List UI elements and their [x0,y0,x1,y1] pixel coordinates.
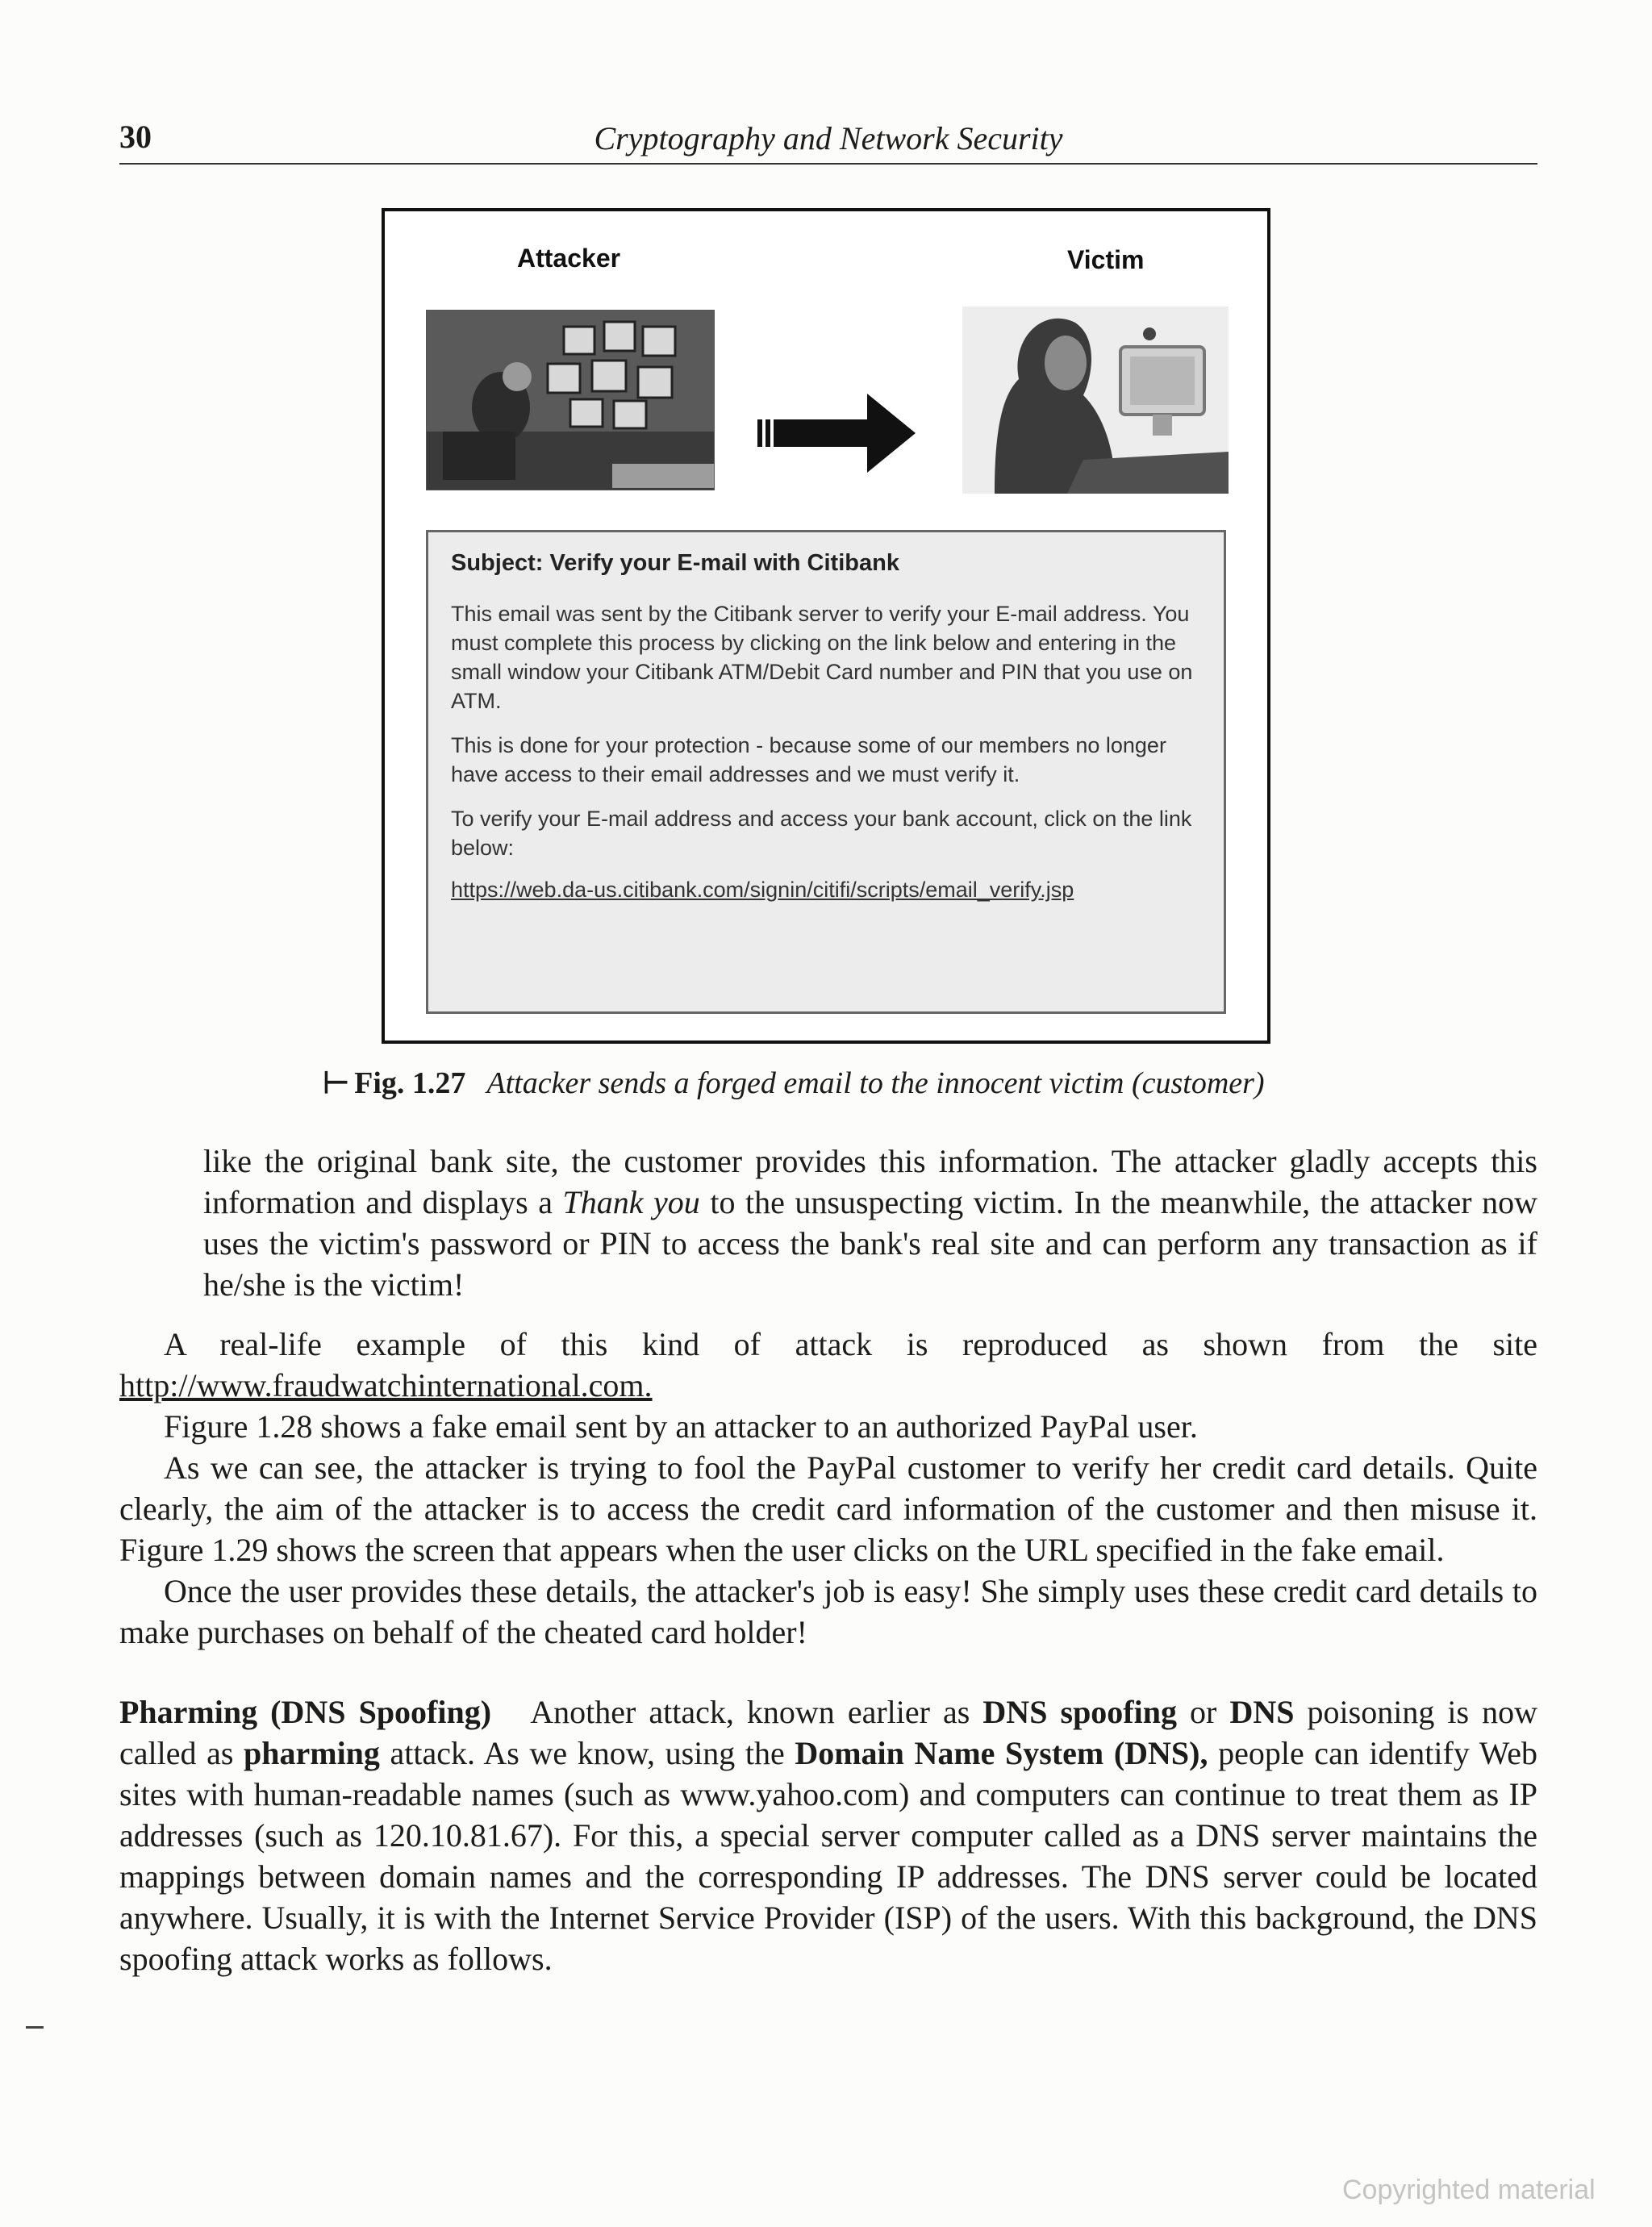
section-heading-pharming: Pharming (DNS Spoofing) [119,1694,492,1730]
fraudwatch-link[interactable]: http://www.fraudwatchinternational.com. [119,1367,653,1403]
body-paragraph-5: Once the user provides these details, the attacker's job is easy! She simply uses these credit card details to make purchases on behalf of the cheated card holder! [119,1573,1537,1650]
copyright-watermark: Copyrighted material [1342,2175,1596,2205]
victim-label: Victim [1067,245,1145,274]
forged-email [426,530,1226,1014]
caption-marker-icon: ⊢ [323,1066,350,1100]
victim-illustration [962,307,1229,494]
term-dns-spoofing: DNS spoofing [982,1694,1177,1730]
body-paragraph-1 [203,1141,1537,1305]
term-pharming: pharming [244,1735,380,1771]
term-domain-name-system: Domain Name System (DNS), [795,1735,1208,1771]
text-run: attack. As we know, using the [379,1735,795,1771]
margin-mark [26,2026,44,2029]
text-run: to the unsuspecting victim. In the meanwhile, the attacker now uses the victim's password or PIN to access the bank's real site and can perform any transaction as if he/she is the victim! [203,1184,1538,1303]
term-dns: DNS [1229,1694,1295,1730]
page-number: 30 [119,119,152,155]
victim-photo [962,307,1229,494]
text-run: A real-life example of this kind of attack is reproduced as shown from the site [164,1326,1537,1362]
caption-number: Fig. 1.27 [354,1066,466,1100]
page-header [119,113,1537,165]
attacker-photo [426,310,715,490]
text-run: Another attack, known earlier as [530,1694,983,1730]
figure-caption [323,1065,1265,1101]
email-paragraph-2: This is done for your protection - because some of our members no longer have access to their email addresses and we must verify it. [451,733,1166,786]
text-run: poisoning is now called as [119,1694,1537,1771]
text-run: or [1177,1694,1230,1730]
emphasis-thank-you: Thank you [562,1184,700,1220]
email-subject: Subject: Verify your E-mail with Citibank [451,550,899,576]
text-run: people can identify Web sites with human-readable names (such as www.yahoo.com) and computers can continue to treat them as IP addresses (such as 120.10.81.67). For this, a special server computer called as a DNS server maintains the mappings between domain names and the corresponding IP addresses. The DNS server could be located anywhere. Usually, it is with the Internet Service Provider (ISP) of the users. With this background, the DNS spoofing attack works as follows. [119,1735,1537,1977]
body-paragraph-3: Figure 1.28 shows a fake email sent by an attacker to an authorized PayPal user. [164,1408,1198,1445]
email-paragraph-1: This email was sent by the Citibank server to verify your E-mail address. You must complete this process by clicking on the link below and entering in the small window your Citibank ATM/Debit Card number and PIN that you use on ATM. [451,602,1193,713]
body-paragraph-4: As we can see, the attacker is trying to fool the PayPal customer to verify her credit card details. Quite clearly, the aim of the attacker is to access the credit card information of the customer and then misuse it. Figure 1.29 shows the screen that appears when the user clicks on the URL specified in the fake email. [119,1449,1537,1568]
running-head: Cryptography and Network Security [594,120,1063,156]
text-run: like the original bank site, the customer provides this information. The attacker gladly accepts this information and displays a [203,1143,1537,1220]
pharming-section [119,1691,1537,1979]
body-paragraph-2 [119,1324,1537,1406]
caption-text: Attacker sends a forged email to the innocent victim (customer) [486,1066,1265,1100]
email-phishing-link[interactable]: https://web.da-us.citibank.com/signin/citifi/scripts/email_verify.jsp [451,878,1074,902]
figure-1-27 [382,208,1270,1044]
attacker-label: Attacker [517,244,621,273]
email-paragraph-3: To verify your E-mail address and access your bank account, click on the link below: [451,807,1192,860]
attacker-illustration [427,311,714,490]
arrow-right-icon [757,389,919,478]
